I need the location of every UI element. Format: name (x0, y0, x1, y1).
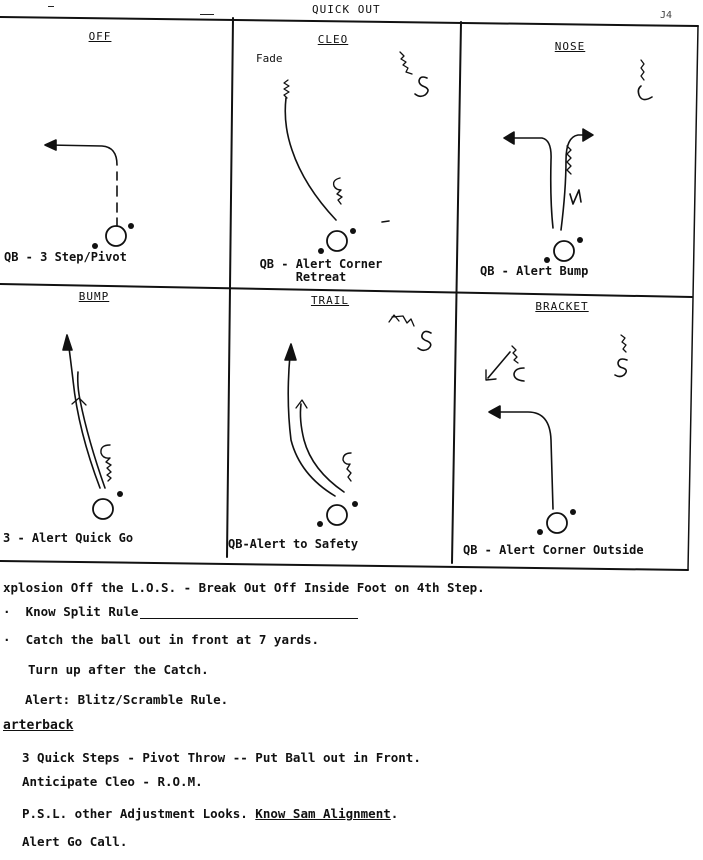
receiver-note-3-text: Catch the ball out in front at 7 yards. (25, 632, 320, 647)
qb-note-2: Anticipate Cleo - R.O.M. (22, 774, 203, 789)
bullet: · (3, 604, 26, 619)
cleo-route (284, 52, 428, 254)
bracket-route (486, 335, 627, 535)
caption-bump: 3 - Alert Quick Go (3, 531, 134, 545)
caption-off: QB - 3 Step/Pivot (4, 250, 127, 264)
panel-title-nose: NOSE (554, 40, 586, 53)
fill-in-blank (140, 606, 358, 619)
receiver-note-4: Turn up after the Catch. (28, 662, 209, 677)
qb-note-3-underlined: Know Sam Alignment (255, 806, 391, 821)
grid-line-top (0, 17, 698, 26)
receiver-note-2 (3, 604, 358, 619)
quarterback-heading: arterback (3, 718, 74, 733)
qb-note-3 (22, 806, 398, 821)
panel-title-bump: BUMP (78, 290, 110, 303)
page-title: QUICK OUT (312, 3, 381, 16)
panel-title-trail: TRAIL (310, 294, 350, 307)
route-label-fade: Fade (256, 52, 283, 65)
qb-note-4: Alert Go Call. (22, 834, 128, 849)
caption-bracket: QB - Alert Corner Outside (463, 543, 644, 557)
panel-title-bracket: BRACKET (535, 300, 589, 313)
grid-line-bottom (0, 561, 688, 570)
panel-title-cleo: CLEO (317, 33, 349, 46)
receiver-note-1: xplosion Off the L.O.S. - Break Out Off Inside Foot on 4th Step. (3, 580, 485, 595)
qb-note-3-suffix: . (390, 806, 399, 821)
panel-title-off: OFF (88, 30, 112, 43)
receiver-note-2-text: Know Split Rule (25, 604, 139, 619)
bump-route (63, 335, 123, 519)
trail-route (285, 315, 431, 527)
qb-note-1: 3 Quick Steps - Pivot Throw -- Put Ball out in Front. (22, 750, 421, 765)
nose-route (504, 60, 652, 263)
caption-nose: QB - Alert Bump (480, 264, 589, 278)
grid-line-right (688, 26, 698, 570)
bullet: · (3, 632, 26, 647)
receiver-note-3 (3, 632, 319, 647)
caption-trail: QB-Alert to Safety (228, 537, 359, 551)
off-route (45, 140, 134, 249)
receiver-note-5: Alert: Blitz/Scramble Rule. (25, 692, 229, 707)
page-number: J4 (660, 10, 673, 21)
qb-note-3-prefix: P.S.L. other Adjustment Looks. (22, 806, 256, 821)
caption-cleo-line2: Retreat (295, 270, 347, 284)
caption-cleo-line1: QB - Alert Corner (259, 257, 383, 271)
caption-cleo (246, 258, 396, 284)
